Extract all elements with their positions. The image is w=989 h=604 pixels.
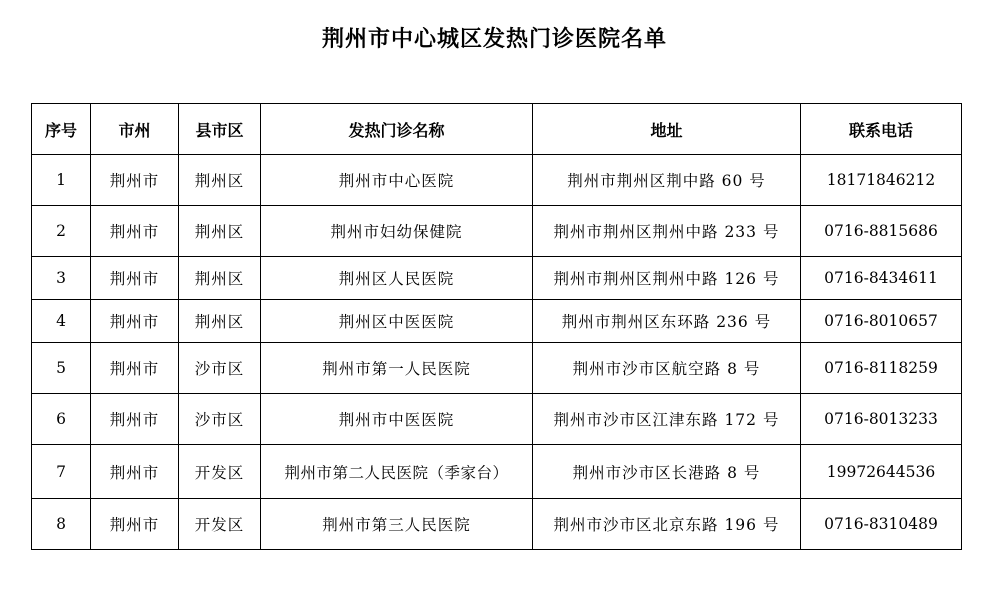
cell-phone: 0716-8434611: [801, 257, 962, 300]
cell-phone: 0716-8010657: [801, 300, 962, 343]
cell-district: 荆州区: [179, 300, 261, 343]
cell-address: 荆州市荆州区东环路 236 号: [533, 300, 801, 343]
cell-district: 沙市区: [179, 343, 261, 394]
table-row: [32, 394, 962, 445]
cell-phone: 0716-8013233: [801, 394, 962, 445]
cell-city: 荆州市: [91, 499, 179, 550]
cell-city: 荆州市: [91, 257, 179, 300]
cell-address: 荆州市沙市区北京东路 196 号: [533, 499, 801, 550]
cell-index: 3: [32, 257, 91, 300]
cell-clinic-name: 荆州市第三人民医院: [261, 499, 533, 550]
cell-phone: 19972644536: [801, 445, 962, 499]
cell-city: 荆州市: [91, 155, 179, 206]
cell-index: 2: [32, 206, 91, 257]
cell-address: 荆州市沙市区江津东路 172 号: [533, 394, 801, 445]
table-row: [32, 499, 962, 550]
table-row: [32, 155, 962, 206]
cell-city: 荆州市: [91, 206, 179, 257]
cell-address: 荆州市荆州区荆州中路 233 号: [533, 206, 801, 257]
table-row: [32, 300, 962, 343]
header-clinic-name: 发热门诊名称: [261, 104, 533, 155]
cell-district: 沙市区: [179, 394, 261, 445]
cell-city: 荆州市: [91, 300, 179, 343]
cell-district: 开发区: [179, 445, 261, 499]
cell-clinic-name: 荆州区中医医院: [261, 300, 533, 343]
header-phone: 联系电话: [801, 104, 962, 155]
cell-clinic-name: 荆州市第一人民医院: [261, 343, 533, 394]
cell-phone: 0716-8118259: [801, 343, 962, 394]
header-city: 市州: [91, 104, 179, 155]
table-row: [32, 257, 962, 300]
cell-phone: 18171846212: [801, 155, 962, 206]
cell-index: 6: [32, 394, 91, 445]
cell-city: 荆州市: [91, 343, 179, 394]
fever-clinic-table: [31, 103, 962, 550]
table-row: [32, 445, 962, 499]
cell-district: 荆州区: [179, 257, 261, 300]
table-row: [32, 343, 962, 394]
header-address: 地址: [533, 104, 801, 155]
header-district: 县市区: [179, 104, 261, 155]
page-title: 荆州市中心城区发热门诊医院名单: [321, 27, 667, 52]
cell-clinic-name: 荆州市妇幼保健院: [261, 206, 533, 257]
cell-index: 7: [32, 445, 91, 499]
cell-clinic-name: 荆州市第二人民医院（季家台）: [261, 445, 533, 499]
cell-city: 荆州市: [91, 394, 179, 445]
cell-phone: 0716-8815686: [801, 206, 962, 257]
cell-index: 4: [32, 300, 91, 343]
cell-district: 荆州区: [179, 206, 261, 257]
cell-phone: 0716-8310489: [801, 499, 962, 550]
cell-clinic-name: 荆州市中医医院: [261, 394, 533, 445]
table-row: [32, 206, 962, 257]
header-index: 序号: [32, 104, 91, 155]
cell-district: 开发区: [179, 499, 261, 550]
cell-address: 荆州市荆州区荆州中路 126 号: [533, 257, 801, 300]
cell-index: 5: [32, 343, 91, 394]
cell-clinic-name: 荆州区人民医院: [261, 257, 533, 300]
cell-district: 荆州区: [179, 155, 261, 206]
table-header-row: [32, 104, 962, 155]
cell-address: 荆州市沙市区航空路 8 号: [533, 343, 801, 394]
cell-address: 荆州市荆州区荆中路 60 号: [533, 155, 801, 206]
cell-index: 8: [32, 499, 91, 550]
cell-city: 荆州市: [91, 445, 179, 499]
cell-address: 荆州市沙市区长港路 8 号: [533, 445, 801, 499]
cell-index: 1: [32, 155, 91, 206]
cell-clinic-name: 荆州市中心医院: [261, 155, 533, 206]
